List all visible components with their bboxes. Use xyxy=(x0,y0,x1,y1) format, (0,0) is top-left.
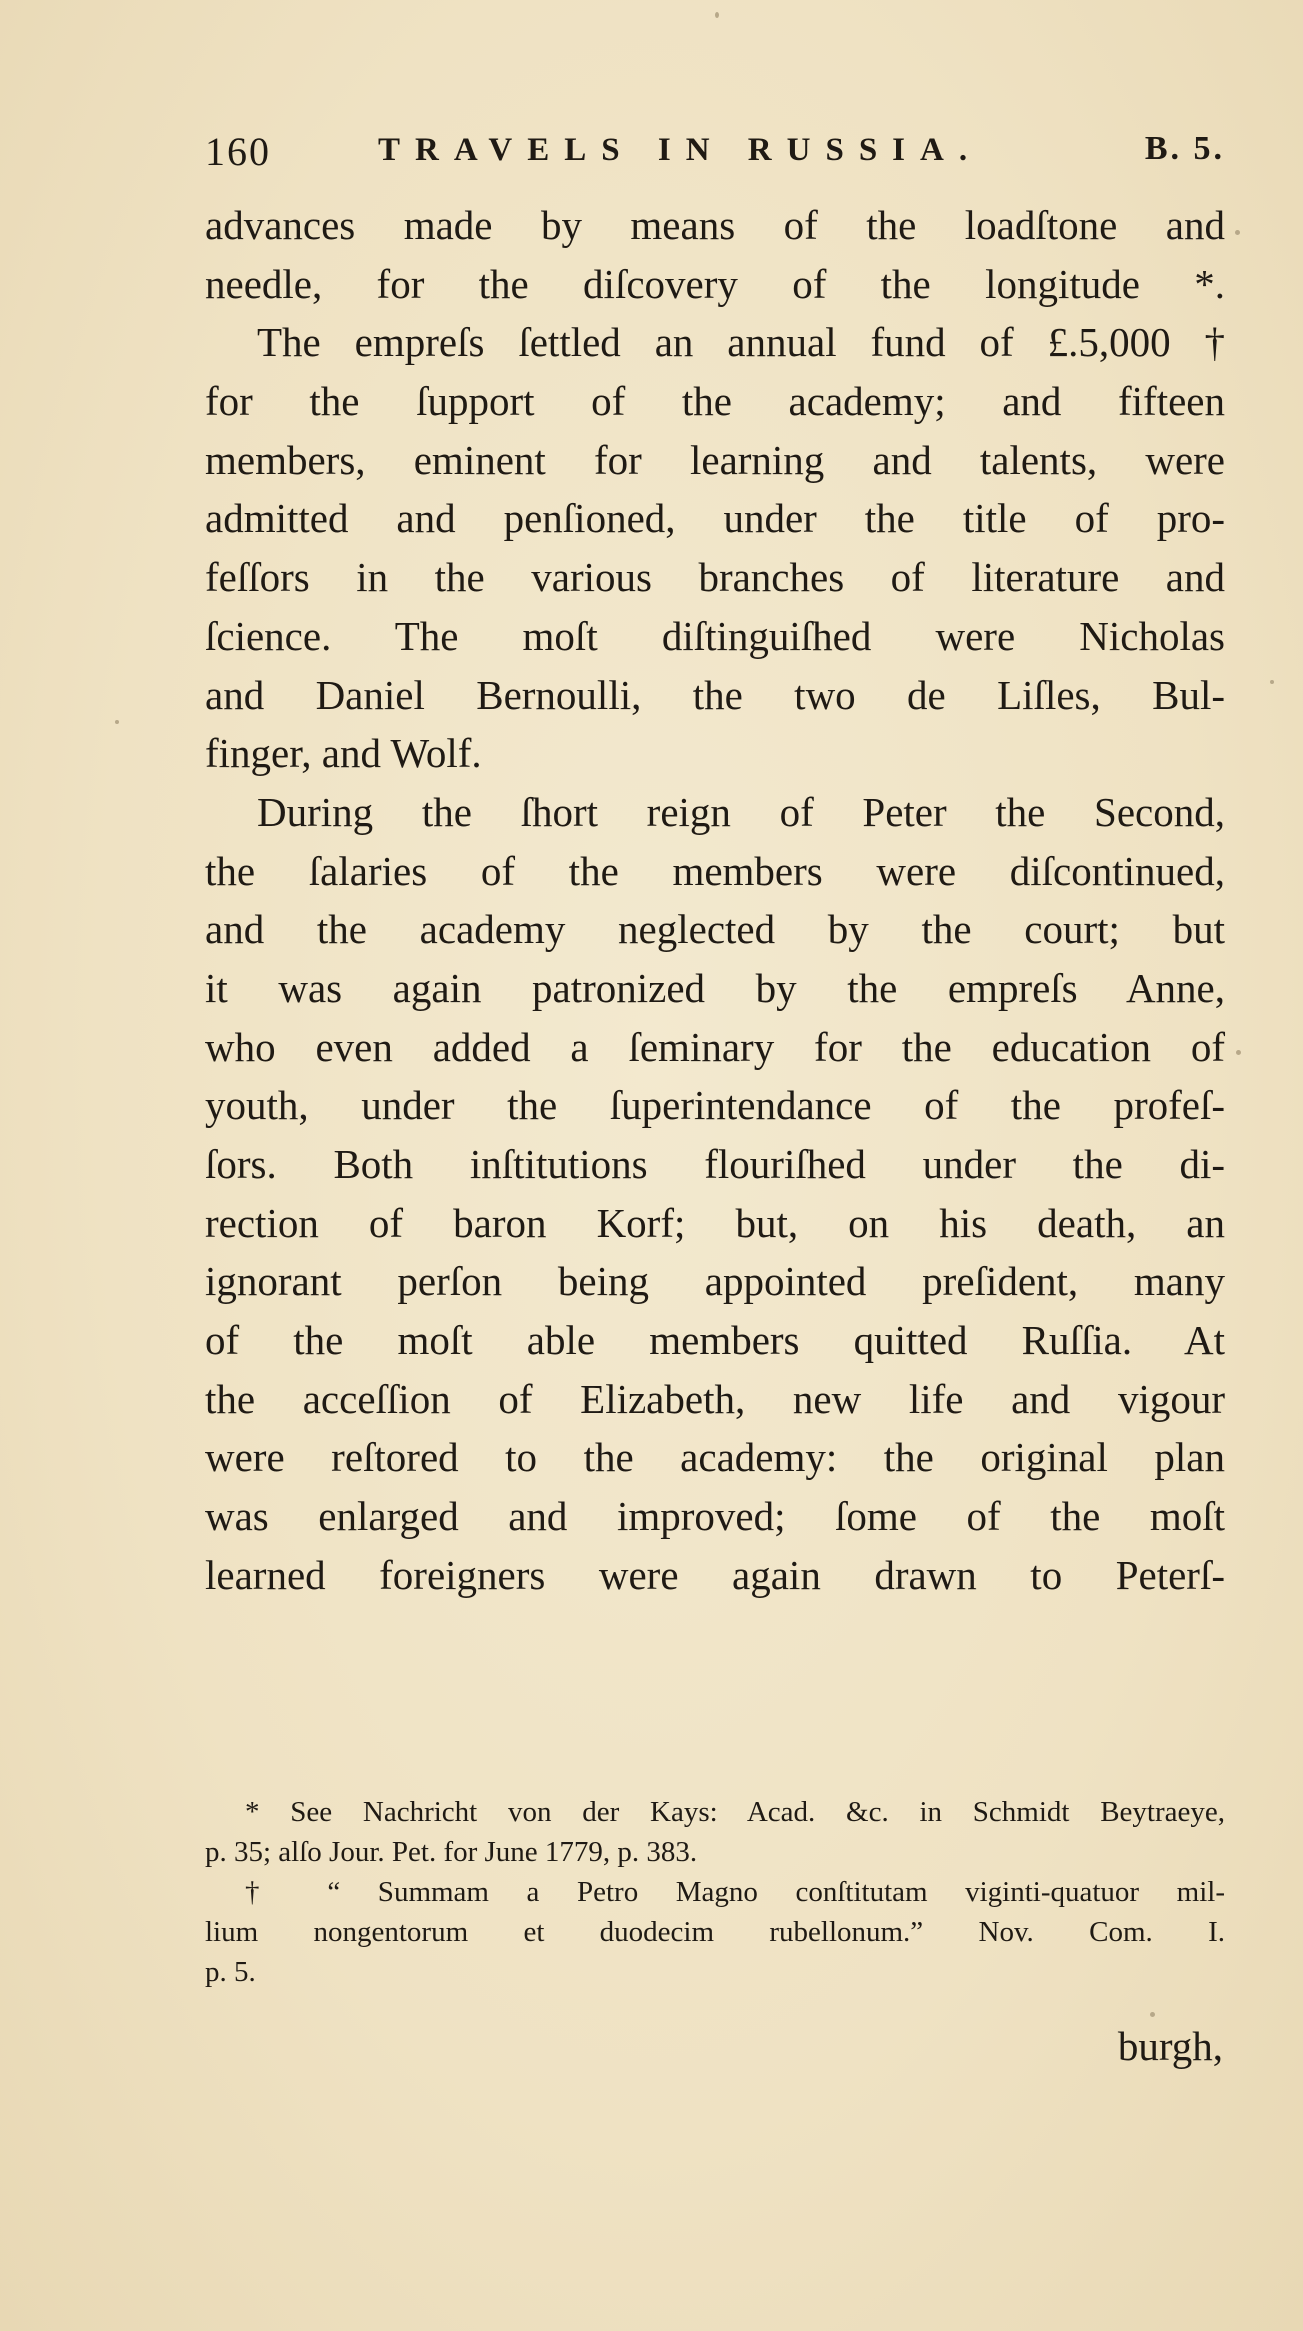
body-line: rection of baron Korf; but, on his death, an xyxy=(205,1199,1225,1246)
paper-speck xyxy=(715,12,719,18)
paper-speck xyxy=(1236,1050,1241,1055)
footnote-line: † “ Summam a Petro Magno conſtitutam viginti-quatuor mil- xyxy=(245,1876,1225,1908)
body-line: admitted and penſioned, under the title of pro- xyxy=(205,495,1225,542)
body-line: and Daniel Bernoulli, the two de Liſles, Bul- xyxy=(205,671,1225,718)
footnote-line: p. 35; alſo Jour. Pet. for June 1779, p. 383. xyxy=(205,1836,698,1868)
body-line: ſcience. The moſt diſtinguiſhed were Nicholas xyxy=(205,612,1225,659)
body-line: youth, under the ſuperintendance of the profeſ- xyxy=(205,1082,1225,1129)
body-line: The empreſs ſettled an annual fund of £.5,000 † xyxy=(257,319,1225,366)
body-line: learned foreigners were again drawn to Peterſ- xyxy=(205,1551,1225,1598)
body-line: advances made by means of the loadſtone and xyxy=(205,202,1225,248)
body-line: the acceſſion of Elizabeth, new life and vigour xyxy=(205,1375,1225,1422)
body-line: feſſors in the various branches of literature and xyxy=(205,554,1225,601)
body-line: ignorant perſon being appointed preſident, many xyxy=(205,1258,1225,1305)
body-line: finger, and Wolf. xyxy=(205,730,482,777)
paper-speck xyxy=(1270,680,1274,684)
running-title: TRAVELS IN RUSSIA. xyxy=(378,132,983,168)
paper-speck xyxy=(1235,230,1240,235)
page-header xyxy=(205,128,1225,184)
body-line: who even added a ſeminary for the education of xyxy=(205,1023,1225,1070)
footnotes xyxy=(205,1792,1225,1992)
body-line: During the ſhort reign of Peter the Second, xyxy=(257,788,1225,835)
footnote-line: p. 5. xyxy=(205,1956,256,1988)
body-text xyxy=(205,196,1225,1605)
paper-speck xyxy=(115,720,119,724)
body-line: needle, for the diſcovery of the longitude *. xyxy=(205,260,1225,307)
footnote-line: * See Nachricht von der Kays: Acad. &c. in Schmidt Beytraeye, xyxy=(245,1796,1225,1828)
footnote-line: lium nongentorum et duodecim rubellonum.” Nov. Com. I. xyxy=(205,1916,1225,1948)
body-line: the ſalaries of the members were diſcontinued, xyxy=(205,847,1225,894)
body-line: it was again patronized by the empreſs Anne, xyxy=(205,964,1225,1011)
catchword: burgh, xyxy=(1117,2023,1223,2069)
body-line: for the ſupport of the academy; and fifteen xyxy=(205,378,1225,425)
body-line: and the academy neglected by the court; but xyxy=(205,906,1225,953)
body-line: ſors. Both inſtitutions flouriſhed under the di- xyxy=(205,1141,1225,1187)
body-line: of the moſt able members quitted Ruſſia. At xyxy=(205,1317,1225,1364)
paper-speck xyxy=(1150,2012,1155,2017)
section-marker: B. 5. xyxy=(1144,130,1225,167)
page-number: 160 xyxy=(205,129,271,174)
body-line: members, eminent for learning and talents, were xyxy=(205,436,1225,483)
body-line: were reſtored to the academy: the original plan xyxy=(205,1434,1225,1481)
body-line: was enlarged and improved; ſome of the moſt xyxy=(205,1493,1225,1540)
